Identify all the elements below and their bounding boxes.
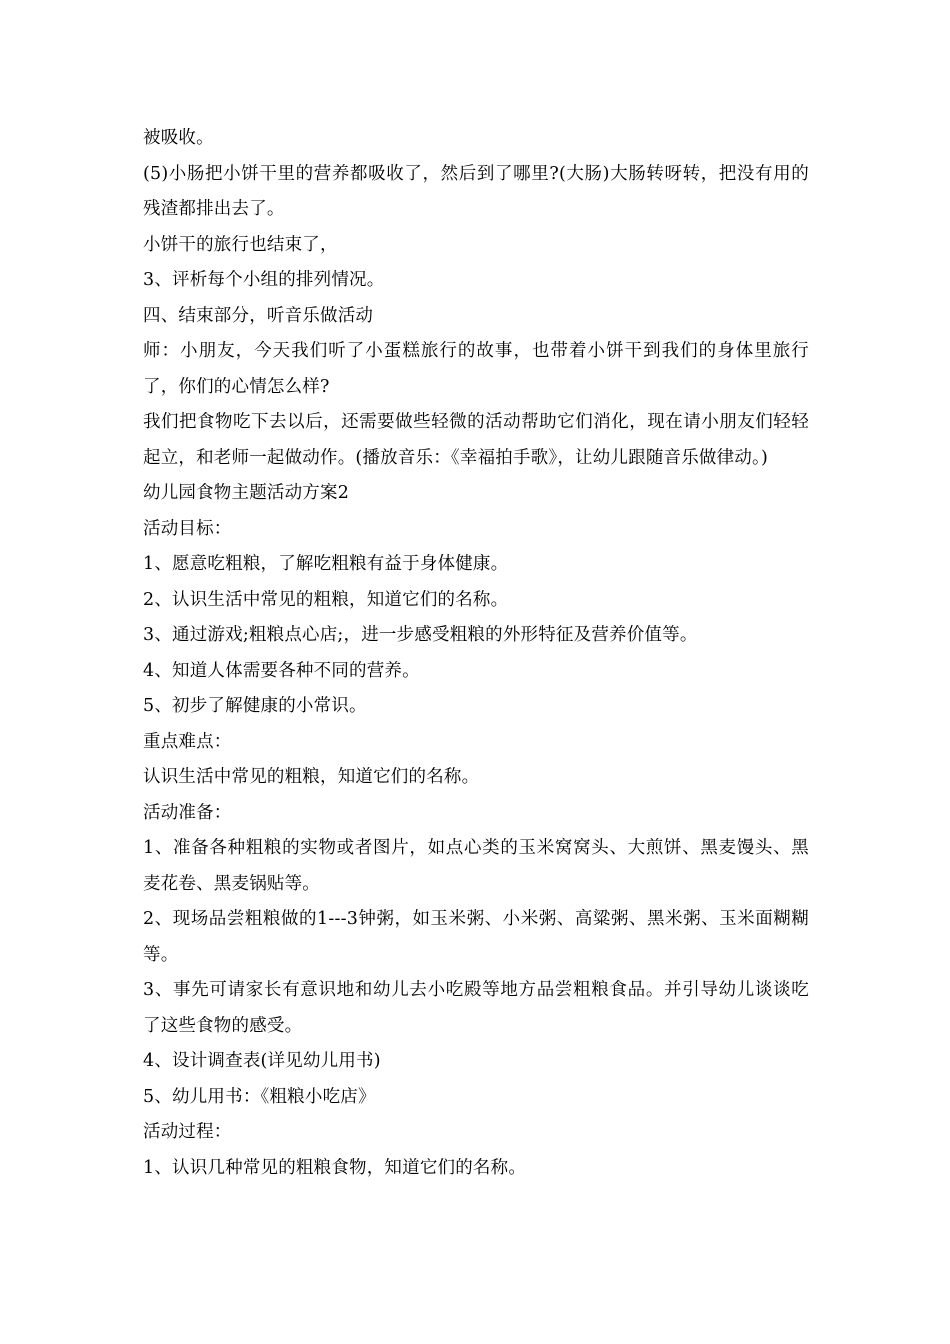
list-item: 2、认识生活中常见的粗粮，知道它们的名称。 [143, 589, 509, 610]
section-heading: 四、结束部分，听音乐做活动 [143, 305, 374, 326]
section-heading: 活动过程： [143, 1122, 232, 1142]
list-item: 5、幼儿用书：《粗粮小吃店》 [143, 1086, 376, 1107]
list-item: 3、通过游戏;粗粮点心店;，进一步感受粗粮的外形特征及营养价值等。 [143, 625, 698, 645]
section-heading: 活动目标： [143, 518, 232, 539]
paragraph: 我们把食物吃下去以后，还需要做些轻微的活动帮助它们消化，现在请小朋友们轻轻起立，和老师一起做动作。(播放音乐：《幸福拍手歌》，让幼儿跟随音乐做律动。) [143, 412, 809, 468]
list-item: 5、初步了解健康的小常识。 [143, 696, 367, 716]
list-item: 4、知道人体需要各种不同的营养。 [143, 660, 420, 681]
paragraph: (5)小肠把小饼干里的营养都吸收了，然后到了哪里?(大肠)大肠转呀转，把没有用的残渣都排出去了。 [143, 163, 809, 219]
section-heading: 重点难点： [143, 731, 232, 752]
document-body [143, 121, 809, 1186]
list-item: 3、评析每个小组的排列情况。 [143, 270, 385, 290]
list-item: 3、事先可请家长有意识地和幼儿去小吃殿等地方品尝粗粮食品。并引导幼儿谈谈吃了这些食物的感受。 [143, 980, 809, 1036]
paragraph: 师：小朋友，今天我们听了小蛋糕旅行的故事，也带着小饼干到我们的身体里旅行了，你们的心情怎么样? [143, 341, 809, 397]
paragraph: 小饼干的旅行也结束了， [143, 234, 338, 255]
list-item: 1、认识几种常见的粗粮食物，知道它们的名称。 [143, 1157, 527, 1178]
paragraph: 认识生活中常见的粗粮，知道它们的名称。 [143, 767, 480, 787]
paragraph: 被吸收。 [143, 128, 214, 148]
list-item: 2、现场品尝粗粮做的1---3钟粥，如玉米粥、小米粥、高粱粥、黑米粥、玉米面糊糊等。 [143, 909, 809, 965]
document-title: 幼儿园食物主题活动方案2 [143, 483, 350, 503]
list-item: 1、准备各种粗粮的实物或者图片，如点心类的玉米窝窝头、大煎饼、黑麦馒头、黑麦花卷、黑麦锅贴等。 [143, 838, 809, 894]
section-heading: 活动准备： [143, 802, 232, 823]
list-item: 1、愿意吃粗粮，了解吃粗粮有益于身体健康。 [143, 554, 509, 574]
list-item: 4、设计调查表(详见幼儿用书) [143, 1051, 381, 1071]
